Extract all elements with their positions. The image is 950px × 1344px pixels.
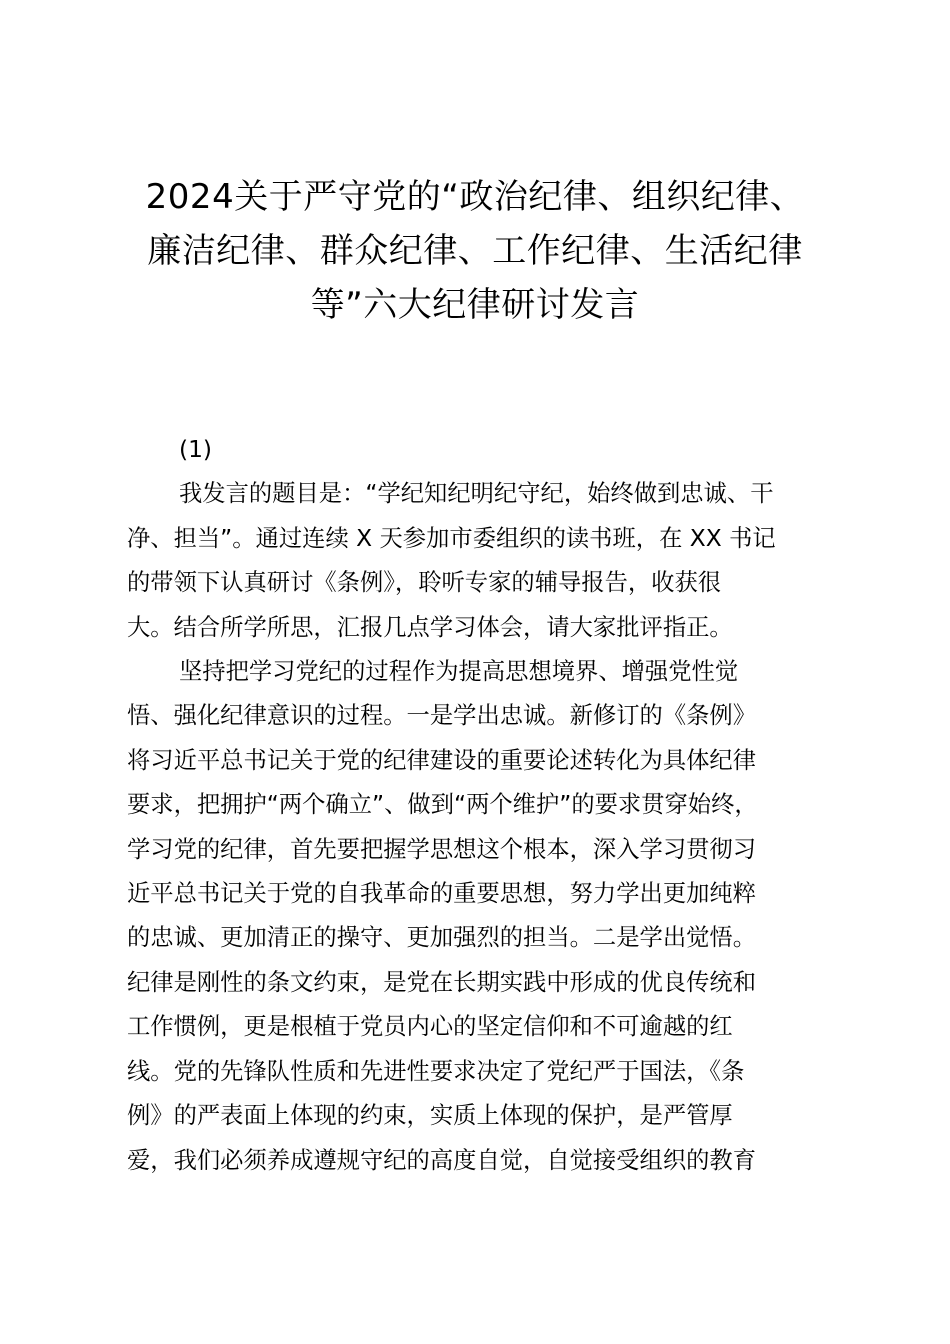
text-line: (1): [179, 436, 213, 463]
text-line: 学习党的纪律，首先要把握学思想这个根本，深入学习贯彻习: [127, 835, 757, 863]
text-line: 要求，把拥护“两个确立”、做到“两个维护”的要求贯穿始终，: [127, 791, 758, 819]
text-line: 坚持把学习党纪的过程作为提高思想境界、增强党性觉: [179, 658, 739, 686]
document-body: [127, 428, 833, 1183]
text-line: 将习近平总书记关于党的纪律建设的重要论述转化为具体纪律: [127, 746, 757, 774]
title-line: 2024关于严守党的“政治纪律、组织纪律、: [145, 177, 805, 217]
text-line: 的带领下认真研讨《条例》，聆听专家的辅导报告，收获很: [127, 569, 722, 597]
section-number: [127, 428, 833, 472]
text-line: 例》的严表面上体现的约束，实质上体现的保护，是严管厚: [127, 1102, 733, 1130]
text-line: 净、担当”。通过连续 X 天参加市委组织的读书班，在 XX 书记: [127, 524, 776, 552]
text-line: 工作惯例，更是根植于党员内心的坚定信仰和不可逾越的红: [127, 1013, 733, 1041]
text-line: 大。结合所学所思，汇报几点学习体会，请大家批评指正。: [127, 613, 733, 641]
title-line: 廉洁纪律、群众纪律、工作纪律、生活纪律: [147, 231, 803, 271]
text-line: 爱，我们必须养成遵规守纪的高度自觉，自觉接受组织的教育: [127, 1146, 757, 1174]
text-line: 线。党的先锋队性质和先进性要求决定了党纪严于国法，《条: [127, 1057, 745, 1085]
document-title: [110, 170, 840, 332]
text-line: 的忠诚、更加清正的操守、更加强烈的担当。二是学出觉悟。: [127, 924, 757, 952]
text-line: 我发言的题目是：“学纪知纪明纪守纪，始终做到忠诚、干: [179, 480, 774, 508]
text-line: 悟、强化纪律意识的过程。一是学出忠诚。新修订的《条例》: [127, 702, 757, 730]
title-line: 等”六大纪律研讨发言: [310, 285, 640, 325]
paragraph-intro: [127, 472, 833, 650]
text-line: 纪律是刚性的条文约束，是党在长期实践中形成的优良传统和: [127, 968, 757, 996]
text-line: 近平总书记关于党的自我革命的重要思想，努力学出更加纯粹: [127, 880, 757, 908]
paragraph-main: [127, 650, 833, 1183]
